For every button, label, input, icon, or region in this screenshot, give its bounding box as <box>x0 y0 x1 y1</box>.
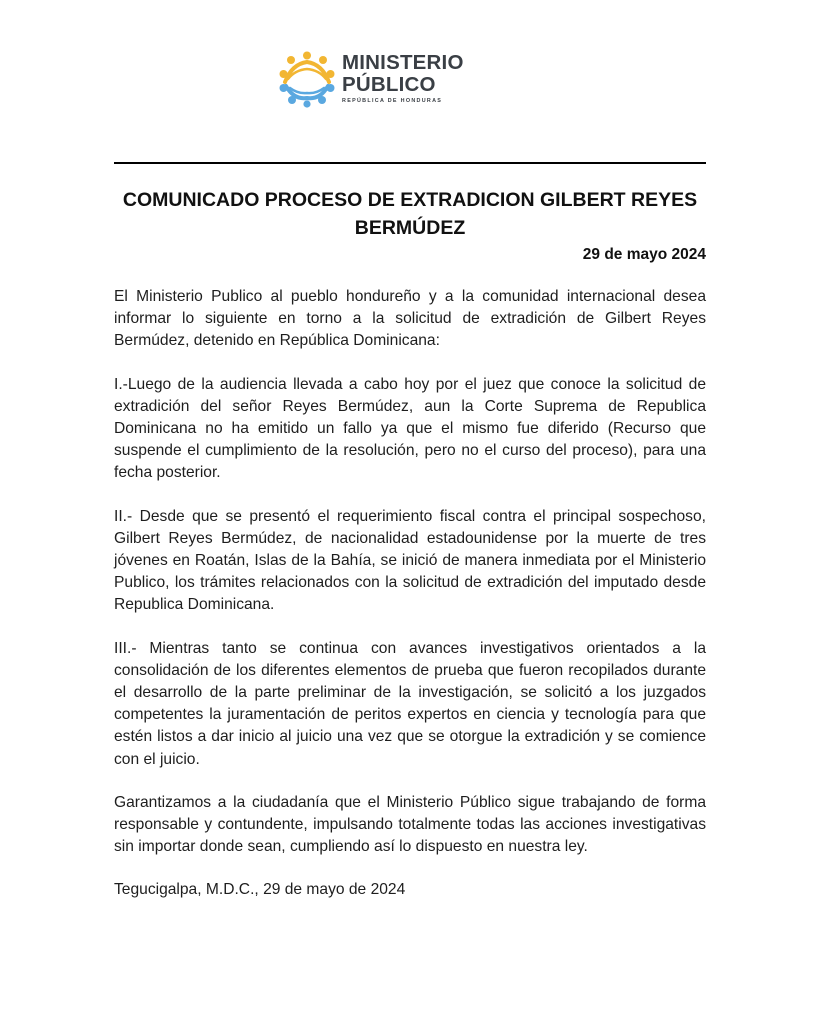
logo-line2: PÚBLICO <box>342 73 436 96</box>
paragraph-iii: III.- Mientras tanto se continua con avances investigativos orientados a la consolidación de los diferentes elementos de prueba que fueron recopilados durante el desarrollo de la parte preliminar de la investigación, se solicitó a los juzgados competentes la juramentación de peritos expertos en ciencia y tecnología para que estén listos a dar inicio al juicio una vez que se otorgue la extradición y se comience con el juicio. <box>114 639 706 768</box>
ministerio-publico-logo <box>278 50 468 110</box>
people-circle-icon <box>278 50 336 108</box>
paragraph-guarantee: Garantizamos a la ciudadanía que el Ministerio Público sigue trabajando de forma responsable y contundente, impulsando totalmente todas las acciones investigativas sin importar donde sean, cumpliendo así lo dispuesto en nuestra ley. <box>114 793 706 856</box>
document-date: 29 de mayo 2024 <box>582 246 706 263</box>
document-body <box>114 286 706 923</box>
logo-subtitle: REPÚBLICA DE HONDURAS <box>342 98 443 104</box>
closing-location-date: Tegucigalpa, M.D.C., 29 de mayo de 2024 <box>114 881 406 899</box>
header-divider <box>114 162 706 164</box>
document-title: COMUNICADO PROCESO DE EXTRADICION GILBERT REYES BERMÚDEZ <box>122 189 698 239</box>
paragraph-ii: II.- Desde que se presentó el requerimiento fiscal contra el principal sospechoso, Gilbert Reyes Bermúdez, de nacionalidad estadounidense por la muerte de tres jóvenes en Roatán, Islas de la Bahía, se inició de manera inmediata por el Ministerio Publico, los trámites relacionados con la solicitud de extradición del imputado desde Republica Dominicana. <box>114 507 706 614</box>
logo-wordmark <box>342 52 472 104</box>
paragraph-i: I.-Luego de la audiencia llevada a cabo hoy por el juez que conoce la solicitud de extradición del señor Reyes Bermúdez, aun la Corte Suprema de Republica Dominicana no ha emitido un fallo ya que el mismo fue diferido (Recurso que suspende el cumplimiento de la resolución, pero no el curso del proceso), para una fecha posterior. <box>114 375 706 482</box>
paragraph-intro: El Ministerio Publico al pueblo hondureño y a la comunidad internacional desea informar lo siguiente en torno a la solicitud de extradición de Gilbert Reyes Bermúdez, detenido en República Dominicana: <box>114 288 706 350</box>
logo-line1: MINISTERIO <box>342 51 464 74</box>
